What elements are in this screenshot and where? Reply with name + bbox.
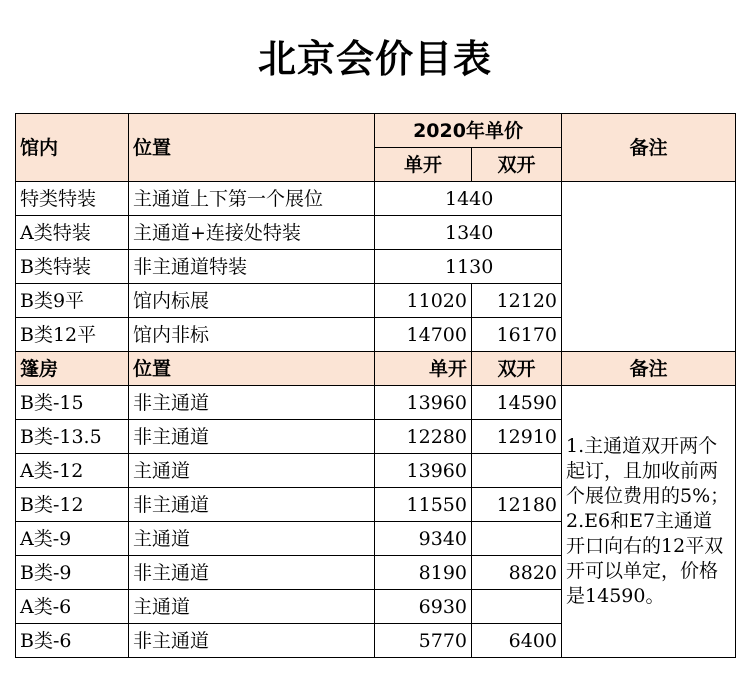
- price-double: 16170: [472, 318, 562, 352]
- price-double: 12910: [472, 420, 562, 454]
- header-single: 单开: [375, 352, 472, 386]
- booth-type: A类-12: [16, 454, 129, 488]
- price-single: 12280: [375, 420, 472, 454]
- page-title: 北京会价目表: [257, 37, 492, 81]
- booth-type: B类-6: [16, 624, 129, 658]
- booth-position: 主通道: [129, 522, 375, 556]
- header-double: 双开: [472, 352, 562, 386]
- tent-remark-note: 1.主通道双开两个起订，且加收前两个展位费用的5%；2.E6和E7主通道开口向右的12平双开可以单定，价格是14590。: [562, 386, 736, 658]
- price-single: 6930: [375, 590, 472, 624]
- booth-position: 非主通道: [129, 420, 375, 454]
- booth-type: B类9平: [16, 284, 129, 318]
- table-row: [16, 182, 736, 216]
- price-double: 14590: [472, 386, 562, 420]
- booth-type: A类-6: [16, 590, 129, 624]
- price-single: 13960: [375, 386, 472, 420]
- price-single: 11550: [375, 488, 472, 522]
- price-double: [472, 454, 562, 488]
- booth-position: 主通道: [129, 590, 375, 624]
- header-single: 单开: [375, 148, 472, 182]
- header-tent: 篷房: [16, 352, 129, 386]
- price-single: 1340: [375, 216, 562, 250]
- price-double: 12120: [472, 284, 562, 318]
- price-single: 14700: [375, 318, 472, 352]
- price-double: 6400: [472, 624, 562, 658]
- price-single: 1130: [375, 250, 562, 284]
- booth-position: 馆内非标: [129, 318, 375, 352]
- booth-position: 非主通道: [129, 624, 375, 658]
- price-single: 5770: [375, 624, 472, 658]
- booth-type: A类-9: [16, 522, 129, 556]
- booth-type: B类-12: [16, 488, 129, 522]
- header-remark: 备注: [562, 352, 736, 386]
- header-position: 位置: [129, 114, 375, 182]
- booth-position: 非主通道: [129, 488, 375, 522]
- booth-position: 主通道: [129, 454, 375, 488]
- header-hall: 馆内: [16, 114, 129, 182]
- booth-position: 非主通道: [129, 556, 375, 590]
- tent-header-row: [16, 352, 736, 386]
- booth-type: B类-13.5: [16, 420, 129, 454]
- booth-type: A类特装: [16, 216, 129, 250]
- price-single: 9340: [375, 522, 472, 556]
- booth-type: B类12平: [16, 318, 129, 352]
- booth-position: 主通道+连接处特装: [129, 216, 375, 250]
- price-table: [15, 113, 736, 658]
- header-remark: 备注: [562, 114, 736, 182]
- price-single: 11020: [375, 284, 472, 318]
- price-single: 8190: [375, 556, 472, 590]
- booth-type: B类-9: [16, 556, 129, 590]
- booth-type: B类特装: [16, 250, 129, 284]
- price-single: 1440: [375, 182, 562, 216]
- booth-position: 馆内标展: [129, 284, 375, 318]
- header-double: 双开: [472, 148, 562, 182]
- header-price-group: 2020年单价: [375, 114, 562, 148]
- booth-position: 非主通道: [129, 386, 375, 420]
- table-row: [16, 386, 736, 420]
- price-double: 12180: [472, 488, 562, 522]
- table-header-row: [16, 114, 736, 148]
- price-double: [472, 522, 562, 556]
- price-single: 13960: [375, 454, 472, 488]
- booth-type: B类-15: [16, 386, 129, 420]
- booth-position: 主通道上下第一个展位: [129, 182, 375, 216]
- price-double: [472, 590, 562, 624]
- booth-type: 特类特装: [16, 182, 129, 216]
- booth-position: 非主通道特装: [129, 250, 375, 284]
- remark-cell: [562, 182, 736, 352]
- price-double: 8820: [472, 556, 562, 590]
- header-position: 位置: [129, 352, 375, 386]
